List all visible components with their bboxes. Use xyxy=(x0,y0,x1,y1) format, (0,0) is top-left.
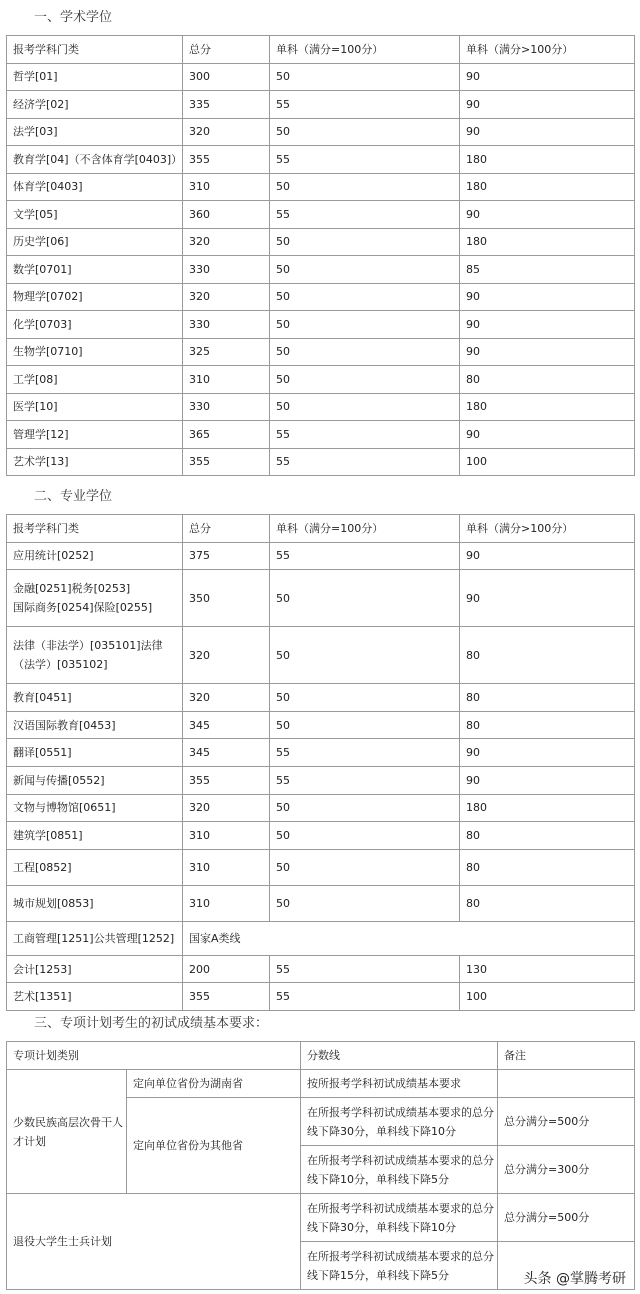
table-row xyxy=(7,421,635,449)
score-cell: 55 xyxy=(270,766,460,794)
score-cell: 325 xyxy=(183,338,270,366)
score-cell: 320 xyxy=(183,684,270,712)
table-row xyxy=(7,1194,635,1242)
score-cell: 180 xyxy=(460,794,635,822)
subject-cell: 法律（非法学）[035101]法律（法学）[035102] xyxy=(7,627,183,684)
score-cell: 180 xyxy=(460,146,635,174)
subject-cell: 文物与博物馆[0651] xyxy=(7,794,183,822)
header-cell: 总分 xyxy=(183,36,270,64)
subject-cell: 工程[0852] xyxy=(7,849,183,885)
score-cell: 335 xyxy=(183,91,270,119)
sub-category-cell: 定向单位省份为湖南省 xyxy=(127,1070,301,1098)
score-cell: 85 xyxy=(460,256,635,284)
score-cell: 55 xyxy=(270,955,460,983)
score-cell: 100 xyxy=(460,448,635,476)
score-cell: 320 xyxy=(183,283,270,311)
table-row xyxy=(7,849,635,885)
score-cell: 50 xyxy=(270,684,460,712)
score-cell: 55 xyxy=(270,448,460,476)
score-cell: 80 xyxy=(460,627,635,684)
score-cell: 90 xyxy=(460,118,635,146)
table-header-row xyxy=(7,1042,635,1070)
score-cell: 330 xyxy=(183,393,270,421)
sub-category-cell: 定向单位省份为其他省 xyxy=(127,1098,301,1194)
table-row xyxy=(7,338,635,366)
subject-cell: 翻译[0551] xyxy=(7,739,183,767)
score-cell: 国家A类线 xyxy=(183,921,635,955)
subject-cell: 会计[1253] xyxy=(7,955,183,983)
score-line-cell: 按所报考学科初试成绩基本要求 xyxy=(301,1070,498,1098)
score-cell: 80 xyxy=(460,822,635,850)
note-cell: 总分满分=300分 xyxy=(498,1146,635,1194)
score-cell: 80 xyxy=(460,885,635,921)
table-row xyxy=(7,921,635,955)
academic-degree-table xyxy=(6,35,635,476)
table-row xyxy=(7,393,635,421)
subject-cell: 应用统计[0252] xyxy=(7,542,183,570)
table-row xyxy=(7,739,635,767)
score-cell: 90 xyxy=(460,338,635,366)
score-cell: 310 xyxy=(183,822,270,850)
score-cell: 50 xyxy=(270,311,460,339)
table-row xyxy=(7,684,635,712)
subject-cell: 工学[08] xyxy=(7,366,183,394)
score-cell: 130 xyxy=(460,955,635,983)
table-row xyxy=(7,627,635,684)
table-row xyxy=(7,283,635,311)
score-line-cell: 在所报考学科初试成绩基本要求的总分线下降30分，单科线下降10分 xyxy=(301,1194,498,1242)
score-cell: 55 xyxy=(270,146,460,174)
score-line-cell: 在所报考学科初试成绩基本要求的总分线下降15分，单科线下降5分 xyxy=(301,1242,498,1290)
score-cell: 310 xyxy=(183,366,270,394)
score-cell: 330 xyxy=(183,311,270,339)
score-cell: 55 xyxy=(270,91,460,119)
table-row xyxy=(7,118,635,146)
score-cell: 50 xyxy=(270,338,460,366)
table-row xyxy=(7,570,635,627)
section2-title: 二、专业学位 xyxy=(34,489,113,504)
subject-cell: 经济学[02] xyxy=(7,91,183,119)
header-cell: 报考学科门类 xyxy=(7,36,183,64)
score-cell: 80 xyxy=(460,684,635,712)
score-cell: 90 xyxy=(460,91,635,119)
subject-cell: 体育学[0403] xyxy=(7,173,183,201)
header-cell: 单科（满分=100分） xyxy=(270,515,460,543)
header-cell: 单科（满分>100分） xyxy=(460,36,635,64)
score-cell: 90 xyxy=(460,283,635,311)
score-line-cell: 在所报考学科初试成绩基本要求的总分线下降30分，单科线下降10分 xyxy=(301,1098,498,1146)
score-cell: 90 xyxy=(460,739,635,767)
score-cell: 90 xyxy=(460,201,635,229)
subject-cell: 艺术[1351] xyxy=(7,983,183,1011)
plan-name-cell: 退役大学生士兵计划 xyxy=(7,1194,301,1290)
score-cell: 365 xyxy=(183,421,270,449)
header-cell: 总分 xyxy=(183,515,270,543)
subject-cell: 生物学[0710] xyxy=(7,338,183,366)
table-row xyxy=(7,311,635,339)
score-cell: 320 xyxy=(183,228,270,256)
table-row xyxy=(7,448,635,476)
table-row xyxy=(7,794,635,822)
score-cell: 300 xyxy=(183,63,270,91)
score-cell: 50 xyxy=(270,118,460,146)
subject-cell: 化学[0703] xyxy=(7,311,183,339)
table-row xyxy=(7,542,635,570)
score-cell: 50 xyxy=(270,794,460,822)
special-plan-table xyxy=(6,1041,635,1290)
header-cell: 备注 xyxy=(498,1042,635,1070)
score-cell: 90 xyxy=(460,766,635,794)
score-cell: 345 xyxy=(183,711,270,739)
note-cell: 总分满分=500分 xyxy=(498,1194,635,1242)
score-cell: 50 xyxy=(270,366,460,394)
score-cell: 55 xyxy=(270,421,460,449)
section3-title: 三、专项计划考生的初试成绩基本要求： xyxy=(34,1016,269,1031)
table-row xyxy=(7,766,635,794)
score-cell: 310 xyxy=(183,173,270,201)
score-cell: 330 xyxy=(183,256,270,284)
score-cell: 50 xyxy=(270,283,460,311)
professional-degree-table xyxy=(6,514,635,1011)
subject-cell: 建筑学[0851] xyxy=(7,822,183,850)
header-cell: 专项计划类别 xyxy=(7,1042,301,1070)
score-cell: 50 xyxy=(270,885,460,921)
subject-cell: 新闻与传播[0552] xyxy=(7,766,183,794)
score-cell: 50 xyxy=(270,627,460,684)
subject-cell: 城市规划[0853] xyxy=(7,885,183,921)
note-cell: 总分满分=500分 xyxy=(498,1098,635,1146)
table-row xyxy=(7,366,635,394)
score-cell: 50 xyxy=(270,711,460,739)
table-row xyxy=(7,983,635,1011)
plan-name-cell: 少数民族高层次骨干人才计划 xyxy=(7,1070,127,1194)
table-row xyxy=(7,822,635,850)
subject-cell: 数学[0701] xyxy=(7,256,183,284)
note-cell xyxy=(498,1070,635,1098)
subject-cell: 物理学[0702] xyxy=(7,283,183,311)
score-cell: 350 xyxy=(183,570,270,627)
score-cell: 360 xyxy=(183,201,270,229)
score-cell: 80 xyxy=(460,366,635,394)
score-cell: 50 xyxy=(270,570,460,627)
score-cell: 50 xyxy=(270,256,460,284)
header-cell: 单科（满分=100分） xyxy=(270,36,460,64)
table-row xyxy=(7,1070,635,1098)
score-cell: 55 xyxy=(270,739,460,767)
score-cell: 320 xyxy=(183,118,270,146)
watermark: 头条 @掌腾考研 xyxy=(523,1271,626,1287)
score-cell: 80 xyxy=(460,849,635,885)
subject-cell: 金融[0251]税务[0253] 国际商务[0254]保险[0255] xyxy=(7,570,183,627)
score-cell: 180 xyxy=(460,228,635,256)
score-cell: 310 xyxy=(183,849,270,885)
subject-cell: 工商管理[1251]公共管理[1252] xyxy=(7,921,183,955)
subject-cell: 汉语国际教育[0453] xyxy=(7,711,183,739)
score-cell: 80 xyxy=(460,711,635,739)
table-row xyxy=(7,228,635,256)
score-cell: 90 xyxy=(460,311,635,339)
score-cell: 50 xyxy=(270,393,460,421)
table-row xyxy=(7,91,635,119)
table-row xyxy=(7,201,635,229)
score-cell: 55 xyxy=(270,983,460,1011)
score-cell: 50 xyxy=(270,63,460,91)
score-cell: 90 xyxy=(460,570,635,627)
table-row xyxy=(7,63,635,91)
score-line-cell: 在所报考学科初试成绩基本要求的总分线下降10分，单科线下降5分 xyxy=(301,1146,498,1194)
table-row xyxy=(7,256,635,284)
score-cell: 355 xyxy=(183,983,270,1011)
score-cell: 180 xyxy=(460,393,635,421)
score-cell: 50 xyxy=(270,849,460,885)
table-row xyxy=(7,173,635,201)
score-cell: 355 xyxy=(183,448,270,476)
table-header-row xyxy=(7,515,635,543)
section1-title: 一、学术学位 xyxy=(34,10,113,25)
subject-cell: 艺术学[13] xyxy=(7,448,183,476)
subject-cell: 管理学[12] xyxy=(7,421,183,449)
subject-cell: 历史学[06] xyxy=(7,228,183,256)
score-cell: 345 xyxy=(183,739,270,767)
subject-cell: 医学[10] xyxy=(7,393,183,421)
score-cell: 55 xyxy=(270,542,460,570)
score-cell: 320 xyxy=(183,627,270,684)
score-cell: 320 xyxy=(183,794,270,822)
subject-cell: 文学[05] xyxy=(7,201,183,229)
table-row xyxy=(7,955,635,983)
table-row xyxy=(7,885,635,921)
score-cell: 90 xyxy=(460,421,635,449)
score-cell: 55 xyxy=(270,201,460,229)
score-cell: 180 xyxy=(460,173,635,201)
header-cell: 单科（满分>100分） xyxy=(460,515,635,543)
score-cell: 375 xyxy=(183,542,270,570)
score-cell: 50 xyxy=(270,228,460,256)
subject-cell: 哲学[01] xyxy=(7,63,183,91)
score-cell: 200 xyxy=(183,955,270,983)
header-cell: 分数线 xyxy=(301,1042,498,1070)
header-cell: 报考学科门类 xyxy=(7,515,183,543)
subject-cell: 教育学[04]（不含体育学[0403]） xyxy=(7,146,183,174)
score-cell: 310 xyxy=(183,885,270,921)
score-cell: 355 xyxy=(183,146,270,174)
score-cell: 90 xyxy=(460,542,635,570)
score-cell: 50 xyxy=(270,173,460,201)
table-row xyxy=(7,711,635,739)
score-cell: 50 xyxy=(270,822,460,850)
score-cell: 90 xyxy=(460,63,635,91)
score-cell: 355 xyxy=(183,766,270,794)
table-header-row xyxy=(7,36,635,64)
subject-cell: 法学[03] xyxy=(7,118,183,146)
subject-cell: 教育[0451] xyxy=(7,684,183,712)
score-cell: 100 xyxy=(460,983,635,1011)
table-row xyxy=(7,146,635,174)
